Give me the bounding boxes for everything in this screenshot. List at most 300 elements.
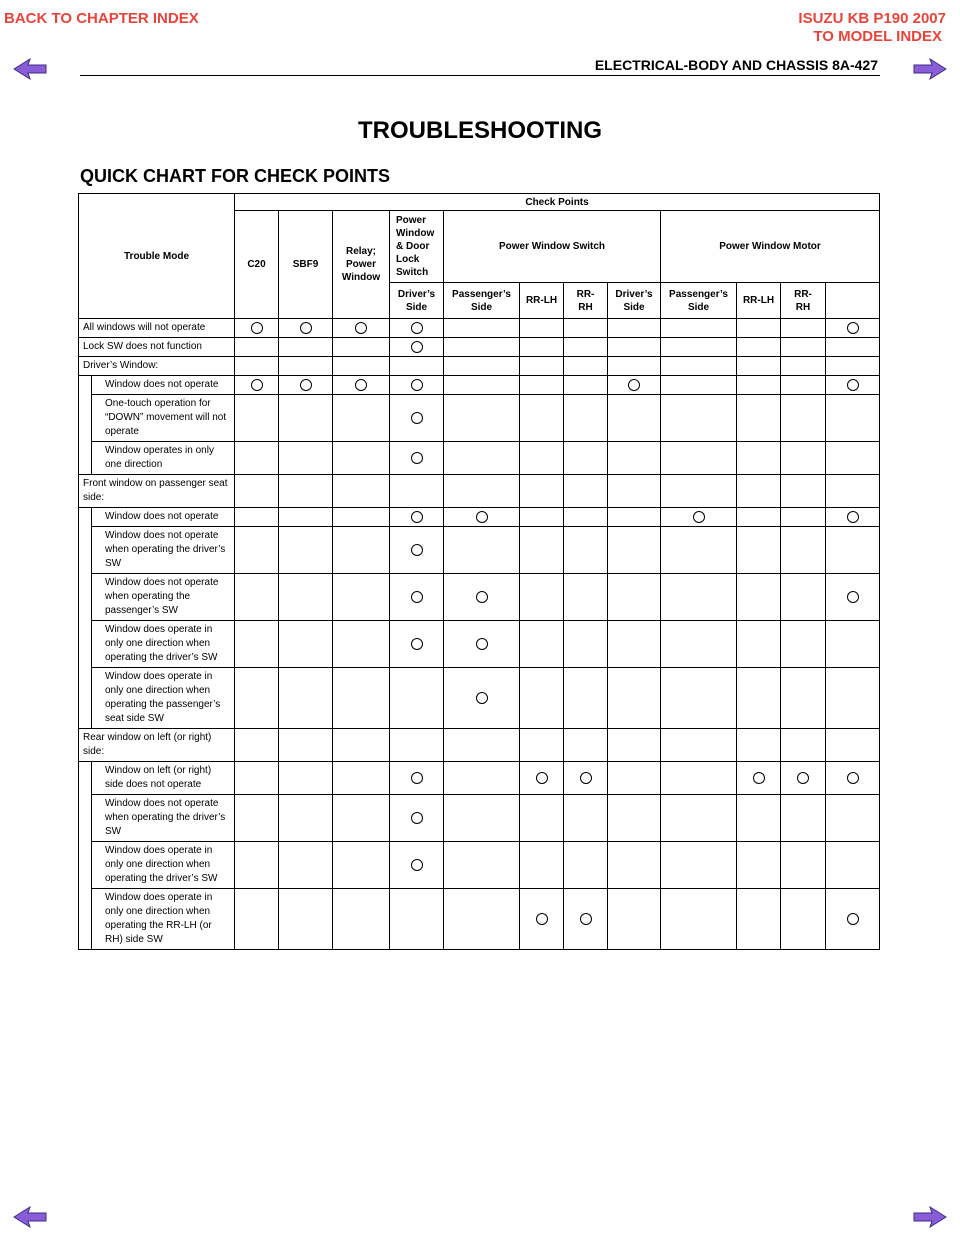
model-title-link[interactable]: ISUZU KB P190 2007 bbox=[798, 10, 946, 27]
check-cell bbox=[390, 527, 444, 574]
motor-rr-lh-header: RR-LH bbox=[737, 283, 781, 319]
check-cell bbox=[333, 889, 390, 950]
check-cell bbox=[444, 729, 520, 762]
pwdl-line-5: Switch bbox=[396, 267, 429, 278]
circle-mark-icon bbox=[628, 379, 640, 391]
circle-mark-icon bbox=[847, 772, 859, 784]
trouble-mode-rows bbox=[79, 319, 880, 950]
trouble-mode-label: Window does not operate bbox=[92, 376, 235, 395]
check-cell bbox=[608, 729, 661, 762]
c20-header: C20 bbox=[235, 211, 279, 319]
check-cell bbox=[444, 621, 520, 668]
mt-pass-l2: Side bbox=[687, 301, 710, 313]
motor-driver-side-header bbox=[608, 283, 661, 319]
check-cell bbox=[390, 508, 444, 527]
check-cell bbox=[737, 668, 781, 729]
pwdl-line-4: Lock bbox=[396, 254, 420, 265]
circle-mark-icon bbox=[251, 379, 263, 391]
check-cell bbox=[737, 508, 781, 527]
row-indent bbox=[79, 527, 92, 574]
sw-driver-l2: Side bbox=[405, 301, 428, 313]
check-cell bbox=[444, 795, 520, 842]
check-cell bbox=[390, 376, 444, 395]
check-cell bbox=[520, 621, 564, 668]
check-cell bbox=[520, 475, 564, 508]
trouble-mode-header: Trouble Mode bbox=[79, 194, 235, 319]
check-cell bbox=[608, 621, 661, 668]
circle-mark-icon bbox=[797, 772, 809, 784]
check-cell bbox=[279, 442, 333, 475]
check-cell bbox=[444, 762, 520, 795]
check-cell bbox=[235, 475, 279, 508]
table-row bbox=[79, 442, 880, 475]
relay-power-window-header bbox=[333, 211, 390, 319]
circle-mark-icon bbox=[355, 379, 367, 391]
check-cell bbox=[444, 527, 520, 574]
mt-pass-l1: Passenger’s bbox=[669, 288, 728, 300]
pwdl-line-3: & Door bbox=[396, 241, 430, 252]
check-cell bbox=[661, 319, 737, 338]
check-cell bbox=[279, 729, 333, 762]
check-cell bbox=[564, 319, 608, 338]
check-cell bbox=[444, 475, 520, 508]
check-cell bbox=[826, 621, 880, 668]
mt-driver-l1: Driver’s bbox=[615, 288, 653, 300]
check-cell bbox=[781, 795, 826, 842]
check-cell bbox=[608, 376, 661, 395]
check-cell bbox=[826, 475, 880, 508]
check-cell bbox=[737, 475, 781, 508]
check-cell bbox=[781, 527, 826, 574]
check-cell bbox=[781, 889, 826, 950]
to-model-index-link[interactable]: TO MODEL INDEX bbox=[813, 28, 942, 45]
check-cell bbox=[737, 762, 781, 795]
pwdl-line-1: Power bbox=[396, 215, 427, 226]
power-window-door-lock-switch-header bbox=[390, 211, 444, 283]
check-cell bbox=[564, 574, 608, 621]
check-cell bbox=[608, 574, 661, 621]
check-cell bbox=[826, 395, 880, 442]
relay-line-2: Power bbox=[345, 259, 376, 270]
circle-mark-icon bbox=[536, 913, 548, 925]
check-cell bbox=[279, 668, 333, 729]
check-cell bbox=[564, 621, 608, 668]
check-cell bbox=[737, 842, 781, 889]
power-window-switch-header: Power Window Switch bbox=[444, 211, 661, 283]
check-cell bbox=[661, 668, 737, 729]
check-cell bbox=[564, 475, 608, 508]
trouble-mode-label: Window does not operate when operating the driver’s SW bbox=[92, 527, 235, 574]
circle-mark-icon bbox=[411, 812, 423, 824]
row-indent bbox=[79, 621, 92, 668]
table-row bbox=[79, 795, 880, 842]
check-cell bbox=[520, 842, 564, 889]
circle-mark-icon bbox=[411, 859, 423, 871]
row-indent bbox=[79, 442, 92, 475]
check-cell bbox=[390, 621, 444, 668]
check-cell bbox=[564, 442, 608, 475]
check-cell bbox=[279, 762, 333, 795]
row-indent bbox=[79, 376, 92, 395]
circle-mark-icon bbox=[753, 772, 765, 784]
check-cell bbox=[333, 574, 390, 621]
check-cell bbox=[608, 442, 661, 475]
switch-rr-rh-header bbox=[564, 283, 608, 319]
check-cell bbox=[279, 574, 333, 621]
check-cell bbox=[661, 338, 737, 357]
table-row bbox=[79, 338, 880, 357]
check-cell bbox=[333, 442, 390, 475]
check-cell bbox=[564, 527, 608, 574]
switch-passenger-side-header bbox=[444, 283, 520, 319]
row-indent bbox=[79, 795, 92, 842]
check-cell bbox=[781, 442, 826, 475]
circle-mark-icon bbox=[580, 772, 592, 784]
check-cell bbox=[564, 729, 608, 762]
check-cell bbox=[279, 338, 333, 357]
check-cell bbox=[608, 475, 661, 508]
check-cell bbox=[564, 889, 608, 950]
sw-rrrh-l2: RH bbox=[578, 301, 593, 313]
circle-mark-icon bbox=[476, 511, 488, 523]
check-cell bbox=[737, 338, 781, 357]
check-cell bbox=[826, 527, 880, 574]
trouble-mode-label: Window operates in only one direction bbox=[92, 442, 235, 475]
check-cell bbox=[520, 527, 564, 574]
check-points-chart bbox=[78, 193, 880, 950]
check-cell bbox=[235, 668, 279, 729]
circle-mark-icon bbox=[847, 379, 859, 391]
row-indent bbox=[79, 762, 92, 795]
trouble-mode-label: Window does operate in only one direction when operating the driver’s SW bbox=[92, 842, 235, 889]
check-cell bbox=[737, 574, 781, 621]
circle-mark-icon bbox=[476, 638, 488, 650]
check-cell bbox=[333, 527, 390, 574]
check-cell bbox=[826, 762, 880, 795]
circle-mark-icon bbox=[300, 322, 312, 334]
check-cell bbox=[390, 842, 444, 889]
check-cell bbox=[333, 475, 390, 508]
check-cell bbox=[333, 668, 390, 729]
check-cell bbox=[235, 376, 279, 395]
check-cell bbox=[520, 508, 564, 527]
check-cell bbox=[564, 762, 608, 795]
trouble-mode-label: Window does not operate when operating the driver’s SW bbox=[92, 795, 235, 842]
check-cell bbox=[235, 842, 279, 889]
check-cell bbox=[279, 795, 333, 842]
check-cell bbox=[608, 395, 661, 442]
sw-driver-l1: Driver’s bbox=[397, 288, 436, 300]
check-cell bbox=[235, 795, 279, 842]
check-cell bbox=[781, 376, 826, 395]
check-cell bbox=[520, 442, 564, 475]
switch-rr-lh-header: RR-LH bbox=[520, 283, 564, 319]
check-cell bbox=[661, 889, 737, 950]
check-cell bbox=[520, 376, 564, 395]
check-cell bbox=[608, 357, 661, 376]
check-cell bbox=[661, 475, 737, 508]
circle-mark-icon bbox=[847, 913, 859, 925]
check-cell bbox=[564, 795, 608, 842]
check-cell bbox=[279, 842, 333, 889]
circle-mark-icon bbox=[411, 341, 423, 353]
table-row bbox=[79, 508, 880, 527]
check-cell bbox=[661, 395, 737, 442]
row-indent bbox=[79, 574, 92, 621]
check-cell bbox=[279, 357, 333, 376]
check-cell bbox=[333, 357, 390, 376]
check-cell bbox=[235, 527, 279, 574]
check-cell bbox=[235, 762, 279, 795]
table-row bbox=[79, 574, 880, 621]
section-title: QUICK CHART FOR CHECK POINTS bbox=[80, 166, 390, 186]
trouble-mode-label: One-touch operation for “DOWN” movement will not operate bbox=[92, 395, 235, 442]
check-cell bbox=[737, 357, 781, 376]
check-cell bbox=[826, 889, 880, 950]
check-cell bbox=[520, 729, 564, 762]
sw-pass-l1: Passenger’s bbox=[452, 288, 511, 300]
trouble-mode-label: Window does operate in only one direction when operating the passenger’s seat side SW bbox=[92, 668, 235, 729]
check-cell bbox=[333, 621, 390, 668]
switch-driver-side-header bbox=[390, 283, 444, 319]
table-row bbox=[79, 319, 880, 338]
check-cell bbox=[826, 795, 880, 842]
row-indent bbox=[79, 889, 92, 950]
page-title: TROUBLESHOOTING bbox=[358, 117, 602, 144]
check-cell bbox=[661, 842, 737, 889]
arrow-left-icon[interactable] bbox=[12, 1205, 48, 1229]
check-cell bbox=[520, 795, 564, 842]
row-indent bbox=[79, 668, 92, 729]
page-header-title: ELECTRICAL-BODY AND CHASSIS 8A-427 bbox=[594, 57, 878, 73]
check-cell bbox=[608, 842, 661, 889]
circle-mark-icon bbox=[251, 322, 263, 334]
check-cell bbox=[279, 319, 333, 338]
check-cell bbox=[390, 668, 444, 729]
circle-mark-icon bbox=[476, 591, 488, 603]
mt-driver-l2: Side bbox=[623, 301, 645, 313]
check-cell bbox=[390, 762, 444, 795]
check-cell bbox=[564, 357, 608, 376]
check-cell bbox=[737, 319, 781, 338]
table-row bbox=[79, 668, 880, 729]
check-cell bbox=[279, 395, 333, 442]
check-cell bbox=[390, 574, 444, 621]
check-cell bbox=[564, 842, 608, 889]
check-cell bbox=[444, 574, 520, 621]
check-cell bbox=[737, 442, 781, 475]
circle-mark-icon bbox=[411, 511, 423, 523]
motor-passenger-side-header bbox=[661, 283, 737, 319]
check-cell bbox=[333, 842, 390, 889]
check-cell bbox=[279, 527, 333, 574]
check-cell bbox=[608, 527, 661, 574]
trouble-mode-label: All windows will not operate bbox=[79, 319, 235, 338]
circle-mark-icon bbox=[580, 913, 592, 925]
circle-mark-icon bbox=[476, 692, 488, 704]
check-cell bbox=[826, 357, 880, 376]
check-cell bbox=[444, 338, 520, 357]
check-cell bbox=[737, 729, 781, 762]
circle-mark-icon bbox=[411, 591, 423, 603]
check-cell bbox=[661, 621, 737, 668]
table-row bbox=[79, 621, 880, 668]
mt-rrrh-l1: RR- bbox=[794, 288, 812, 300]
check-cell bbox=[333, 729, 390, 762]
check-cell bbox=[279, 475, 333, 508]
circle-mark-icon bbox=[411, 772, 423, 784]
trouble-mode-label: Window on left (or right) side does not operate bbox=[92, 762, 235, 795]
check-cell bbox=[390, 442, 444, 475]
check-cell bbox=[279, 376, 333, 395]
check-cell bbox=[235, 729, 279, 762]
circle-mark-icon bbox=[536, 772, 548, 784]
check-cell bbox=[235, 889, 279, 950]
check-cell bbox=[235, 442, 279, 475]
check-cell bbox=[564, 376, 608, 395]
check-cell bbox=[333, 795, 390, 842]
table-row bbox=[79, 395, 880, 442]
check-cell bbox=[661, 762, 737, 795]
check-cell bbox=[520, 357, 564, 376]
check-cell bbox=[608, 889, 661, 950]
row-indent bbox=[79, 842, 92, 889]
check-cell bbox=[781, 621, 826, 668]
check-cell bbox=[390, 795, 444, 842]
check-cell bbox=[444, 442, 520, 475]
check-cell bbox=[608, 319, 661, 338]
check-cell bbox=[661, 574, 737, 621]
check-cell bbox=[781, 762, 826, 795]
power-window-motor-header: Power Window Motor bbox=[661, 211, 880, 283]
check-cell bbox=[737, 395, 781, 442]
circle-mark-icon bbox=[411, 638, 423, 650]
check-cell bbox=[520, 762, 564, 795]
check-cell bbox=[444, 395, 520, 442]
check-cell bbox=[826, 668, 880, 729]
arrow-right-icon[interactable] bbox=[912, 1205, 948, 1229]
check-cell bbox=[444, 508, 520, 527]
check-cell bbox=[608, 762, 661, 795]
check-cell bbox=[737, 889, 781, 950]
check-cell bbox=[826, 729, 880, 762]
relay-line-1: Relay; bbox=[345, 246, 376, 257]
trouble-mode-label: Rear window on left (or right) side: bbox=[79, 729, 235, 762]
trouble-mode-label: Driver’s Window: bbox=[79, 357, 235, 376]
check-cell bbox=[390, 395, 444, 442]
check-cell bbox=[520, 395, 564, 442]
check-cell bbox=[279, 889, 333, 950]
motor-rr-rh-header bbox=[781, 283, 826, 319]
table-row bbox=[79, 762, 880, 795]
check-cell bbox=[661, 442, 737, 475]
check-points-header: Check Points bbox=[235, 194, 880, 211]
check-cell bbox=[826, 319, 880, 338]
check-cell bbox=[661, 357, 737, 376]
check-cell bbox=[781, 475, 826, 508]
header-divider bbox=[80, 75, 880, 76]
check-cell bbox=[608, 668, 661, 729]
trouble-mode-label: Window does not operate bbox=[92, 508, 235, 527]
check-cell bbox=[826, 442, 880, 475]
check-cell bbox=[444, 357, 520, 376]
table-row bbox=[79, 889, 880, 950]
circle-mark-icon bbox=[411, 379, 423, 391]
trouble-mode-label: Lock SW does not function bbox=[79, 338, 235, 357]
check-cell bbox=[333, 395, 390, 442]
check-cell bbox=[608, 338, 661, 357]
check-cell bbox=[737, 621, 781, 668]
check-cell bbox=[826, 842, 880, 889]
table-row bbox=[79, 729, 880, 762]
check-cell bbox=[444, 668, 520, 729]
check-cell bbox=[564, 395, 608, 442]
circle-mark-icon bbox=[411, 322, 423, 334]
table-row bbox=[79, 376, 880, 395]
check-cell bbox=[520, 668, 564, 729]
check-cell bbox=[390, 729, 444, 762]
trouble-mode-label: Window does operate in only one direction when operating the driver’s SW bbox=[92, 621, 235, 668]
check-cell bbox=[279, 508, 333, 527]
check-cell bbox=[444, 889, 520, 950]
check-cell bbox=[279, 621, 333, 668]
check-cell bbox=[737, 795, 781, 842]
check-cell bbox=[661, 527, 737, 574]
back-to-chapter-index-link[interactable]: BACK TO CHAPTER INDEX bbox=[4, 10, 199, 27]
check-cell bbox=[333, 762, 390, 795]
check-cell bbox=[390, 319, 444, 338]
check-cell bbox=[661, 376, 737, 395]
check-cell bbox=[444, 376, 520, 395]
arrow-left-icon[interactable] bbox=[12, 57, 48, 81]
check-cell bbox=[826, 508, 880, 527]
check-cell bbox=[235, 357, 279, 376]
check-cell bbox=[235, 621, 279, 668]
table-row bbox=[79, 475, 880, 508]
circle-mark-icon bbox=[847, 511, 859, 523]
table-row bbox=[79, 527, 880, 574]
check-cell bbox=[520, 574, 564, 621]
check-cell bbox=[235, 395, 279, 442]
sbf9-header: SBF9 bbox=[279, 211, 333, 319]
check-cell bbox=[826, 376, 880, 395]
check-cell bbox=[520, 338, 564, 357]
check-cell bbox=[781, 574, 826, 621]
check-cell bbox=[390, 338, 444, 357]
check-cell bbox=[826, 574, 880, 621]
circle-mark-icon bbox=[411, 412, 423, 424]
trouble-mode-label: Window does operate in only one direction when operating the RR-LH (or RH) side SW bbox=[92, 889, 235, 950]
check-cell bbox=[520, 319, 564, 338]
circle-mark-icon bbox=[300, 379, 312, 391]
check-cell bbox=[781, 729, 826, 762]
check-cell bbox=[661, 508, 737, 527]
check-cell bbox=[333, 338, 390, 357]
check-cell bbox=[781, 668, 826, 729]
pwdl-line-2: Window bbox=[396, 228, 435, 239]
circle-mark-icon bbox=[847, 591, 859, 603]
check-cell bbox=[444, 319, 520, 338]
check-cell bbox=[333, 376, 390, 395]
row-indent bbox=[79, 395, 92, 442]
arrow-right-icon[interactable] bbox=[912, 57, 948, 81]
check-cell bbox=[661, 729, 737, 762]
check-cell bbox=[235, 574, 279, 621]
relay-line-3: Window bbox=[341, 272, 381, 283]
check-cell bbox=[390, 475, 444, 508]
table-row bbox=[79, 842, 880, 889]
sw-rrrh-l1: RR- bbox=[576, 288, 595, 300]
